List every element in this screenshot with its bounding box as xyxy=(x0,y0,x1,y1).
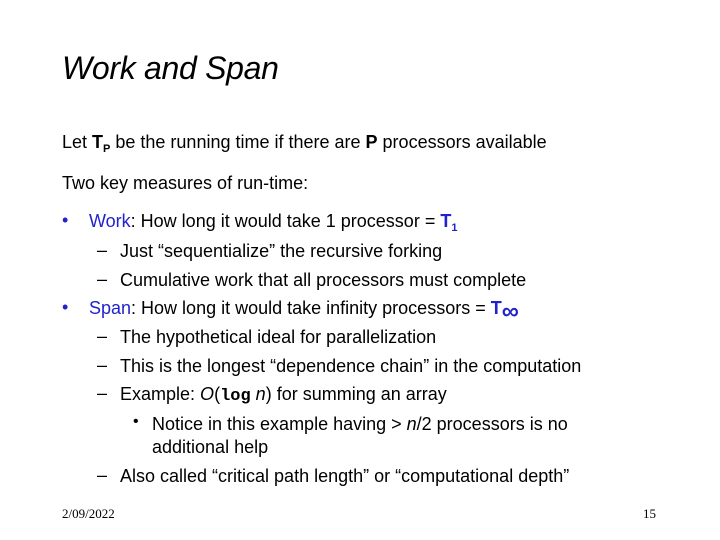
span-term: Span xyxy=(89,298,132,318)
intro-mid: be the running time if there are xyxy=(110,132,366,152)
work-T-sub: 1 xyxy=(451,222,458,234)
also-line: Also called “critical path length” or “computational depth” xyxy=(120,466,570,486)
intro-end: processors available xyxy=(377,132,547,152)
dash-work-2: – xyxy=(97,269,108,289)
intro-let: Let xyxy=(62,132,93,152)
notice-post: /2 processors is no xyxy=(416,414,568,434)
bullet-work-symbol: • xyxy=(62,210,69,230)
span-T-infinity-sub: ∞ xyxy=(501,298,519,325)
example-rest: for summing an array xyxy=(271,384,447,404)
span-sub-1: The hypothetical ideal for parallelization xyxy=(120,327,437,347)
work-T: T xyxy=(440,211,452,231)
bullet-notice-symbol: • xyxy=(133,413,139,430)
work-term: Work xyxy=(89,211,131,231)
intro-T: T xyxy=(92,132,104,152)
span-sub-2: This is the longest “dependence chain” in the computation xyxy=(120,356,582,376)
measures-line: Two key measures of run-time: xyxy=(62,173,309,193)
dash-span-2: – xyxy=(97,355,108,375)
span-line xyxy=(89,297,519,325)
span-text: : How long it would take infinity processors = xyxy=(131,298,491,318)
example-log: log xyxy=(220,387,251,406)
dash-also: – xyxy=(97,465,108,485)
notice-n: n xyxy=(406,414,417,434)
dash-work-1: – xyxy=(97,240,108,260)
notice-line-2: additional help xyxy=(152,437,269,457)
example-close: ) xyxy=(265,384,272,404)
footer-date: 2/09/2022 xyxy=(62,506,115,521)
slide-title: Work and Span xyxy=(62,50,279,86)
dash-example: – xyxy=(97,383,108,403)
intro-P-sub: P xyxy=(103,143,111,155)
example-O: O xyxy=(200,384,215,404)
work-text: : How long it would take 1 processor = xyxy=(130,211,441,231)
work-line xyxy=(89,210,457,232)
span-T: T xyxy=(490,298,502,318)
bullet-span-symbol: • xyxy=(62,297,69,317)
example-open: ( xyxy=(214,384,221,404)
notice-pre: Notice in this example having > xyxy=(152,414,407,434)
intro-P: P xyxy=(365,132,378,152)
example-prefix: Example: xyxy=(120,384,201,404)
work-sub-1: Just “sequentialize” the recursive forking xyxy=(120,241,443,261)
example-n: n xyxy=(250,384,266,404)
example-line xyxy=(120,383,447,408)
work-sub-2: Cumulative work that all processors must complete xyxy=(120,270,527,290)
dash-span-1: – xyxy=(97,326,108,346)
footer-page-number: 15 xyxy=(643,506,656,521)
intro-line xyxy=(62,131,547,153)
notice-line-1 xyxy=(152,413,568,435)
